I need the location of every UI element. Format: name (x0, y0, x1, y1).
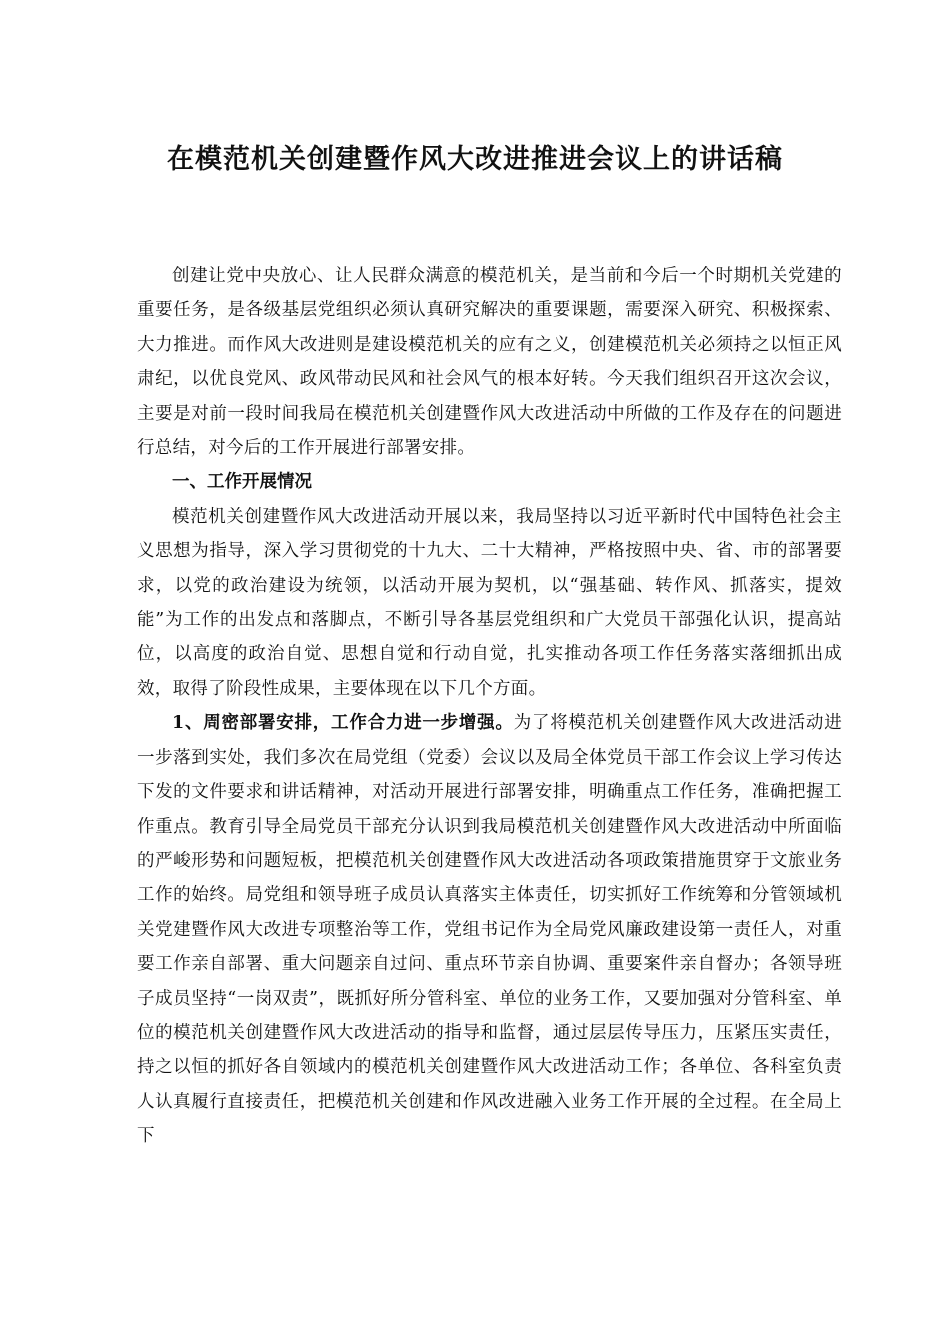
intro-paragraph: 创建让党中央放心、让人民群众满意的模范机关，是当前和今后一个时期机关党建的重要任务，是各级基层党组织必须认真研究解决的重要课题，需要深入研究、积极探索、大力推进。而作风大改进则是建设模范机关的应有之义，创建模范机关必须持之以恒正风肃纪，以优良党风、政风带动民风和社会风气的根本好转。今天我们组织召开这次会议，主要是对前一段时间我局在模范机关创建暨作风大改进活动中所做的工作及存在的问题进行总结，对今后的工作开展进行部署安排。 (137, 266, 842, 459)
document-title: 在模范机关创建暨作风大改进推进会议上的讲话稿 (167, 144, 783, 175)
section-heading-work-progress: 一、工作开展情况 (172, 472, 312, 493)
point-paragraph-1 (137, 706, 842, 1153)
document-body (137, 259, 842, 1154)
point-1-lead: 1、周密部署安排，工作合力进一步增强。 (172, 713, 514, 734)
section-paragraph-work-progress: 模范机关创建暨作风大改进活动开展以来，我局坚持以习近平新时代中国特色社会主义思想为指导，深入学习贯彻党的十九大、二十大精神，严格按照中央、省、市的部署要求，以党的政治建设为统领，以活动开展为契机，以“强基础、转作风、抓落实，提效能”为工作的出发点和落脚点，不断引导各基层党组织和广大党员干部强化认识，提高站位，以高度的政治自觉、思想自觉和行动自觉，扎实推动各项工作任务落实落细抓出成效，取得了阶段性成果，主要体现在以下几个方面。 (137, 506, 842, 699)
point-1-body: 为了将模范机关创建暨作风大改进活动进一步落到实处，我们多次在局党组（党委）会议以及局全体党员干部工作会议上学习传达下发的文件要求和讲话精神，对活动开展进行部署安排，明确重点工作任务，准确把握工作重点。教育引导全局党员干部充分认识到我局模范机关创建暨作风大改进活动中所面临的严峻形势和问题短板，把模范机关创建暨作风大改进活动各项政策措施贯穿于文旅业务工作的始终。局党组和领导班子成员认真落实主体责任，切实抓好工作统筹和分管领域机关党建暨作风大改进专项整治等工作，党组书记作为全局党风廉政建设第一责任人，对重要工作亲自部署、重大问题亲自过问、重点环节亲自协调、重要案件亲自督办；各领导班子成员坚持“一岗双责”，既抓好所分管科室、单位的业务工作，又要加强对分管科室、单位的模范机关创建暨作风大改进活动的指导和监督，通过层层传导压力，压紧压实责任，持之以恒的抓好各自领域内的模范机关创建暨作风大改进活动工作；各单位、各科室负责人认真履行直接责任，把模范机关创建和作风改进融入业务工作开展的全过程。在全局上下 (137, 713, 842, 1147)
